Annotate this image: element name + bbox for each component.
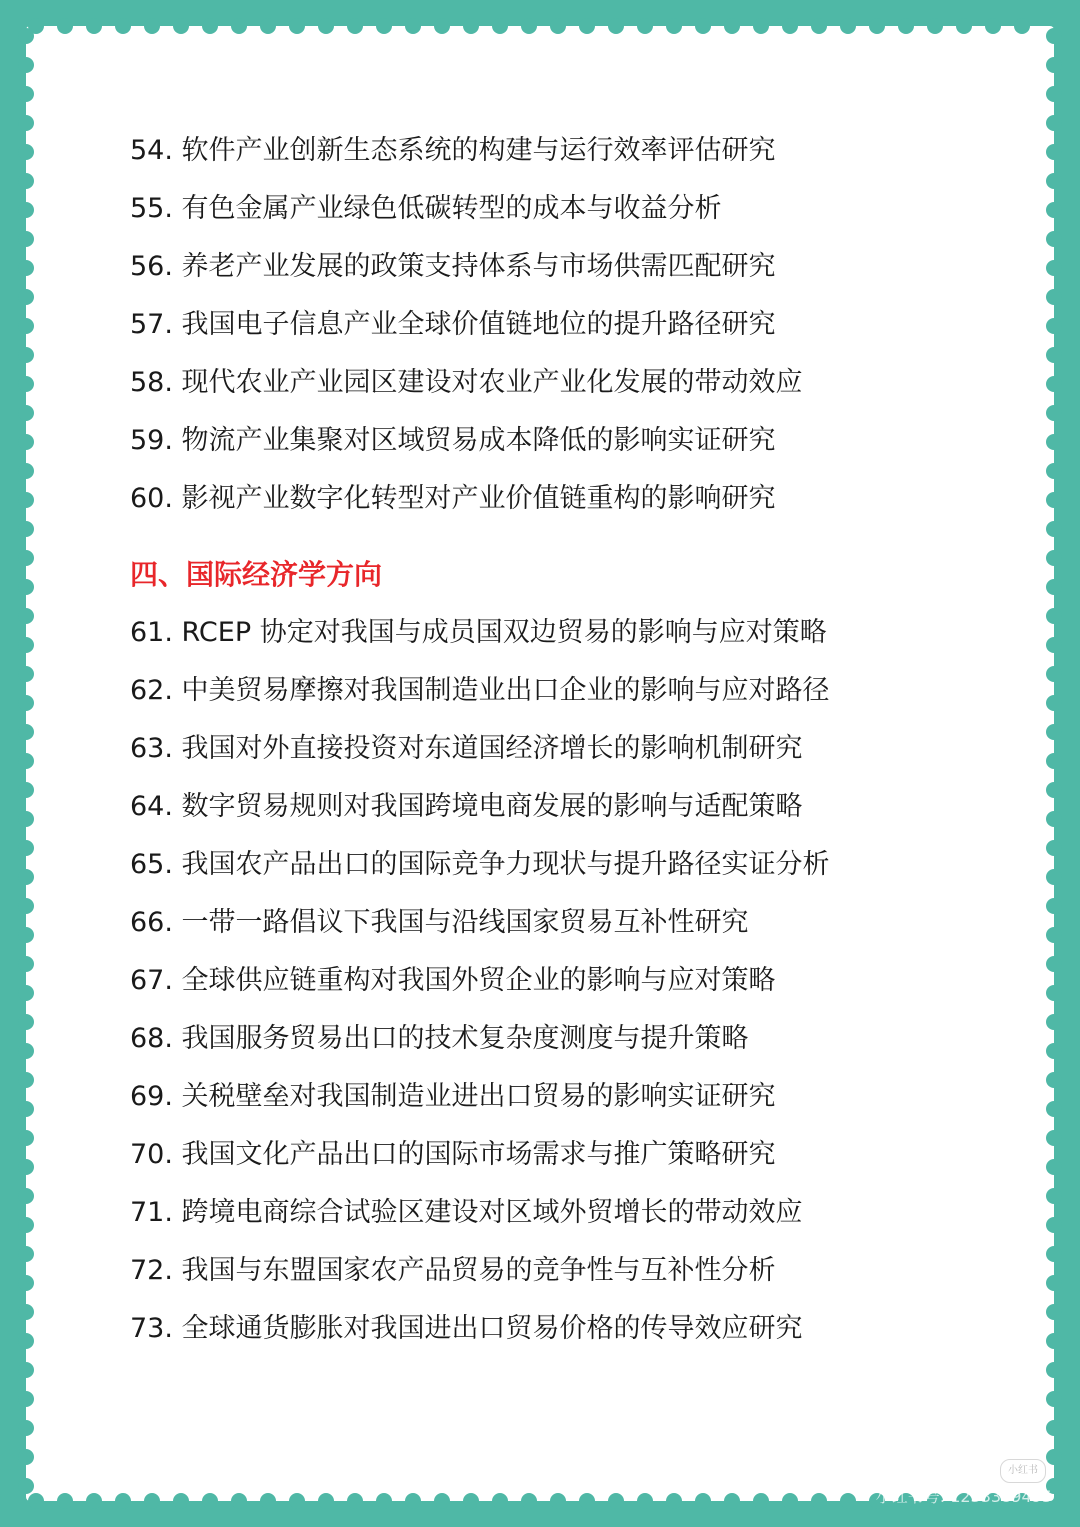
scallop-notch: [608, 18, 624, 34]
scallop-notch: [898, 18, 914, 34]
scallop-notch: [18, 376, 34, 392]
list-item: 54. 软件产业创新生态系统的构建与运行效率评估研究: [130, 135, 776, 166]
scallop-notch: [18, 1130, 34, 1146]
scallop-notch: [18, 1043, 34, 1059]
scallop-notch: [695, 18, 711, 34]
topic-list: [130, 122, 950, 1358]
scallop-notch: [1046, 1072, 1062, 1088]
list-item: 64. 数字贸易规则对我国跨境电商发展的影响与适配策略: [130, 791, 803, 822]
scallop-notch: [1046, 57, 1062, 73]
scallop-notch: [18, 1478, 34, 1494]
scallop-notch: [202, 1493, 218, 1509]
scallop-notch: [1046, 985, 1062, 1001]
scallop-notch: [231, 18, 247, 34]
scallop-notch: [1046, 376, 1062, 392]
scallop-notch: [521, 18, 537, 34]
scallop-notch: [18, 1159, 34, 1175]
scallop-notch: [18, 753, 34, 769]
scallop-notch: [405, 1493, 421, 1509]
scallop-notch: [1046, 898, 1062, 914]
scallop-notch: [1046, 666, 1062, 682]
scallop-notch: [18, 1449, 34, 1465]
scallop-notch: [18, 1420, 34, 1436]
scallop-notch: [521, 1493, 537, 1509]
scallop-notch: [782, 18, 798, 34]
scallop-notch: [753, 18, 769, 34]
scallop-notch: [18, 1217, 34, 1233]
scallop-notch: [1046, 260, 1062, 276]
scallop-notch: [1014, 18, 1030, 34]
scallop-notch: [637, 1493, 653, 1509]
scallop-notch: [18, 869, 34, 885]
scallop-notch: [318, 1493, 334, 1509]
list-item: 60. 影视产业数字化转型对产业价值链重构的影响研究: [130, 483, 776, 514]
scallop-notch: [550, 18, 566, 34]
scallop-notch: [18, 492, 34, 508]
scallop-notch: [18, 173, 34, 189]
scallop-notch: [18, 463, 34, 479]
scallop-notch: [1046, 550, 1062, 566]
scallop-notch: [463, 18, 479, 34]
scallop-notch: [18, 782, 34, 798]
scallop-notch: [1046, 1362, 1062, 1378]
scallop-notch: [1046, 1188, 1062, 1204]
scallop-notch: [18, 1362, 34, 1378]
scallop-notch: [1046, 434, 1062, 450]
scallop-notch: [173, 1493, 189, 1509]
scallop-notch: [666, 18, 682, 34]
scallop-notch: [1046, 956, 1062, 972]
scallop-notch: [434, 18, 450, 34]
scallop-notch: [18, 260, 34, 276]
scallop-notch: [1046, 289, 1062, 305]
scallop-notch: [18, 289, 34, 305]
scallop-notch: [840, 18, 856, 34]
list-item: 56. 养老产业发展的政策支持体系与市场供需匹配研究: [130, 251, 776, 282]
scallop-notch: [376, 1493, 392, 1509]
list-item: 59. 物流产业集聚对区域贸易成本降低的影响实证研究: [130, 425, 776, 456]
scallop-notch: [18, 521, 34, 537]
scallop-notch: [18, 1072, 34, 1088]
scallop-notch: [18, 1333, 34, 1349]
scallop-notch: [1046, 724, 1062, 740]
scallop-notch: [1046, 1246, 1062, 1262]
scallop-notch: [57, 1493, 73, 1509]
scallop-notch: [1046, 231, 1062, 247]
list-item: 68. 我国服务贸易出口的技术复杂度测度与提升策略: [130, 1023, 749, 1054]
list-item: 62. 中美贸易摩擦对我国制造业出口企业的影响与应对路径: [130, 675, 830, 706]
scallop-notch: [18, 637, 34, 653]
scallop-notch: [724, 1493, 740, 1509]
list-item: 55. 有色金属产业绿色低碳转型的成本与收益分析: [130, 193, 722, 224]
scallop-notch: [1046, 1130, 1062, 1146]
scallop-notch: [18, 956, 34, 972]
scallop-notch: [1046, 637, 1062, 653]
scallop-notch: [18, 144, 34, 160]
scallop-notch: [318, 18, 334, 34]
scallop-notch: [1046, 753, 1062, 769]
scallop-notch: [18, 898, 34, 914]
scallop-notch: [724, 18, 740, 34]
scallop-notch: [115, 1493, 131, 1509]
scallop-notch: [840, 1493, 856, 1509]
list-item: 67. 全球供应链重构对我国外贸企业的影响与应对策略: [130, 965, 776, 996]
scallop-notch: [1046, 1420, 1062, 1436]
scallop-notch: [637, 18, 653, 34]
scallop-notch: [289, 18, 305, 34]
list-item: 71. 跨境电商综合试验区建设对区域外贸增长的带动效应: [130, 1197, 803, 1228]
scallop-notch: [1046, 869, 1062, 885]
scallop-notch: [550, 1493, 566, 1509]
scallop-notch: [1046, 115, 1062, 131]
scallop-notch: [231, 1493, 247, 1509]
scallop-notch: [18, 1101, 34, 1117]
scallop-notch: [1046, 173, 1062, 189]
scallop-notch: [1046, 1217, 1062, 1233]
scallop-notch: [18, 1391, 34, 1407]
scallop-notch: [666, 1493, 682, 1509]
scallop-notch: [18, 1188, 34, 1204]
scallop-notch: [202, 18, 218, 34]
scallop-notch: [1046, 347, 1062, 363]
scallop-notch: [260, 18, 276, 34]
scallop-notch: [18, 57, 34, 73]
list-item: 70. 我国文化产品出口的国际市场需求与推广策略研究: [130, 1139, 776, 1170]
scallop-notch: [1046, 1014, 1062, 1030]
scallop-notch: [1046, 1333, 1062, 1349]
list-item: 66. 一带一路倡议下我国与沿线国家贸易互补性研究: [130, 907, 749, 938]
scallop-notch: [1046, 1101, 1062, 1117]
scallop-notch: [1046, 28, 1062, 44]
scallop-notch: [18, 695, 34, 711]
scallop-notch: [18, 1246, 34, 1262]
section-title: 四、国际经济学方向: [130, 558, 383, 591]
scallop-notch: [18, 86, 34, 102]
topic-list-part-b: [130, 604, 950, 1358]
list-item: 69. 关税壁垒对我国制造业进出口贸易的影响实证研究: [130, 1081, 776, 1112]
scallop-notch: [1046, 463, 1062, 479]
list-item: 65. 我国农产品出口的国际竞争力现状与提升路径实证分析: [130, 849, 830, 880]
scallop-notch: [1046, 1391, 1062, 1407]
scallop-notch: [492, 1493, 508, 1509]
topic-list-part-a: [130, 122, 950, 528]
scallop-notch: [18, 608, 34, 624]
scallop-notch: [18, 550, 34, 566]
scallop-notch: [57, 18, 73, 34]
scallop-notch: [18, 318, 34, 334]
scallop-notch: [1046, 1304, 1062, 1320]
scallop-notch: [28, 1493, 44, 1509]
scallop-notch: [18, 724, 34, 740]
list-item: 63. 我国对外直接投资对东道国经济增长的影响机制研究: [130, 733, 803, 764]
scallop-notch: [811, 1493, 827, 1509]
scallop-notch: [115, 18, 131, 34]
scallop-notch: [1046, 927, 1062, 943]
scallop-notch: [782, 1493, 798, 1509]
list-item: 57. 我国电子信息产业全球价值链地位的提升路径研究: [130, 309, 776, 340]
scallop-notch: [1046, 1449, 1062, 1465]
scallop-notch: [1046, 86, 1062, 102]
scallop-notch: [985, 18, 1001, 34]
scallop-notch: [1046, 521, 1062, 537]
scallop-notch: [1046, 1043, 1062, 1059]
scallop-notch: [1046, 144, 1062, 160]
scallop-notch: [1046, 811, 1062, 827]
scallop-notch: [18, 115, 34, 131]
scallop-notch: [173, 18, 189, 34]
scallop-notch: [579, 1493, 595, 1509]
scallop-notch: [1046, 782, 1062, 798]
scallop-notch: [144, 18, 160, 34]
scallop-notch: [1046, 695, 1062, 711]
scallop-notch: [86, 1493, 102, 1509]
list-item: 72. 我国与东盟国家农产品贸易的竞争性与互补性分析: [130, 1255, 776, 1286]
scallop-notch: [1046, 492, 1062, 508]
scallop-notch: [18, 1014, 34, 1030]
scallop-notch: [1046, 405, 1062, 421]
scallop-notch: [1046, 840, 1062, 856]
scallop-notch: [18, 1275, 34, 1291]
scallop-notch: [18, 579, 34, 595]
scallop-notch: [463, 1493, 479, 1509]
scallop-notch: [405, 18, 421, 34]
scallop-notch: [927, 18, 943, 34]
scallop-notch: [347, 1493, 363, 1509]
scallop-notch: [18, 666, 34, 682]
scallop-notch: [579, 18, 595, 34]
scallop-notch: [18, 434, 34, 450]
scallop-notch: [376, 18, 392, 34]
scallop-notch: [1046, 608, 1062, 624]
scallop-notch: [260, 1493, 276, 1509]
scallop-notch: [18, 405, 34, 421]
scallop-notch: [18, 985, 34, 1001]
scallop-notch: [347, 18, 363, 34]
scallop-notch: [18, 347, 34, 363]
scallop-notch: [753, 1493, 769, 1509]
list-item: 58. 现代农业产业园区建设对农业产业化发展的带动效应: [130, 367, 803, 398]
scallop-notch: [86, 18, 102, 34]
list-item: 61. RCEP 协定对我国与成员国双边贸易的影响与应对策略: [130, 617, 827, 648]
scallop-notch: [18, 1304, 34, 1320]
watermark-logo: 小红书: [1000, 1459, 1046, 1483]
scallop-notch: [18, 28, 34, 44]
watermark-text: 小红书号: 1233389495: [875, 1487, 1052, 1506]
scallop-notch: [18, 202, 34, 218]
scallop-notch: [1046, 1159, 1062, 1175]
list-item: 73. 全球通货膨胀对我国进出口贸易价格的传导效应研究: [130, 1313, 803, 1344]
scallop-notch: [1046, 318, 1062, 334]
scallop-notch: [18, 927, 34, 943]
scallop-notch: [1046, 1275, 1062, 1291]
scallop-notch: [956, 18, 972, 34]
scallop-notch: [18, 811, 34, 827]
scallop-notch: [434, 1493, 450, 1509]
scallop-notch: [608, 1493, 624, 1509]
scallop-notch: [695, 1493, 711, 1509]
scallop-notch: [1046, 202, 1062, 218]
scallop-notch: [18, 840, 34, 856]
scallop-notch: [289, 1493, 305, 1509]
scallop-notch: [144, 1493, 160, 1509]
scallop-notch: [18, 231, 34, 247]
scallop-notch: [811, 18, 827, 34]
scallop-notch: [869, 18, 885, 34]
scallop-notch: [492, 18, 508, 34]
scallop-notch: [1046, 579, 1062, 595]
